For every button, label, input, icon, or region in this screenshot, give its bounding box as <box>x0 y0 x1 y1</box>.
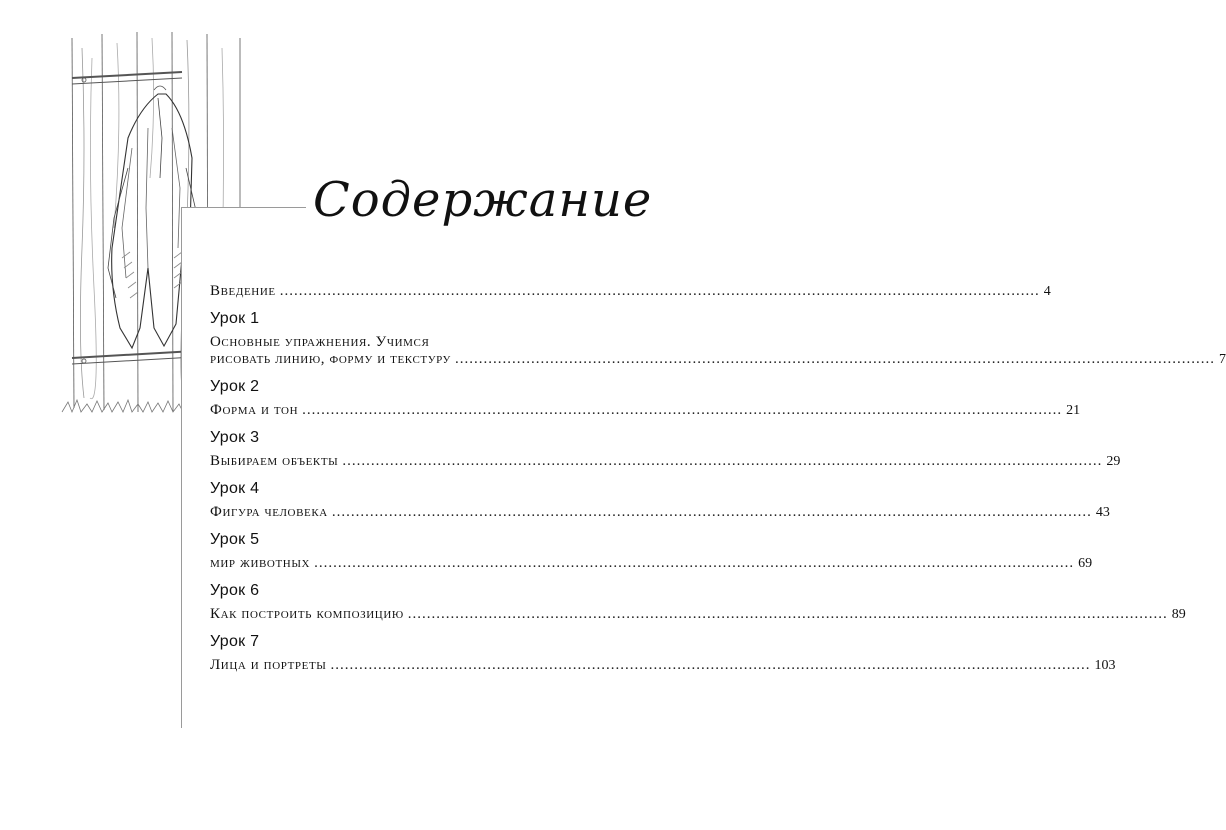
toc-entry-lesson-5[interactable] <box>210 555 1093 572</box>
toc-entry-label: Введение <box>210 283 276 299</box>
lesson-heading-1: Урок 1 <box>210 310 260 327</box>
toc-entry-lesson-6[interactable] <box>210 606 1186 623</box>
dot-leader <box>455 351 1215 368</box>
toc-page-number: 29 <box>1106 454 1121 469</box>
toc-entry-label: Форма и тон <box>210 402 299 418</box>
table-of-contents <box>210 283 1226 674</box>
dot-leader <box>408 606 1168 623</box>
toc-entry-intro[interactable] <box>210 283 1051 300</box>
toc-entry-label: Выбираем объекты <box>210 453 339 469</box>
toc-entry-label: Как построить композицию <box>210 606 404 622</box>
toc-entry-lesson-3[interactable] <box>210 453 1121 470</box>
dot-leader <box>332 504 1092 521</box>
toc-page-number: 7 <box>1218 352 1226 367</box>
lesson-heading-3: Урок 3 <box>210 429 260 446</box>
toc-entry-label: Фигура человека <box>210 504 328 520</box>
lesson-heading-7: Урок 7 <box>210 633 260 650</box>
page-title-text: Содержание <box>313 172 653 228</box>
toc-page-number: 43 <box>1095 505 1110 520</box>
toc-entry-label-line1: Основные упражнения. Учимся <box>210 334 430 350</box>
dot-leader <box>342 453 1102 470</box>
toc-entry-lesson-7[interactable] <box>210 657 1116 674</box>
toc-entry-lesson-2[interactable] <box>210 402 1081 419</box>
lesson-heading-2: Урок 2 <box>210 378 260 395</box>
lesson-heading-4: Урок 4 <box>210 480 260 497</box>
lesson-heading-6: Урок 6 <box>210 582 260 599</box>
toc-entry-label: мир животных <box>210 555 311 571</box>
toc-page-number: 89 <box>1171 607 1186 622</box>
toc-page-number: 21 <box>1066 403 1081 418</box>
lesson-heading-5: Урок 5 <box>210 531 260 548</box>
toc-page-number: 103 <box>1094 658 1116 673</box>
dot-leader <box>314 555 1074 572</box>
toc-entry-lesson-4[interactable] <box>210 504 1110 521</box>
toc-page-number: 4 <box>1043 284 1051 299</box>
toc-entry-label: рисовать линию, форму и текстуру <box>210 351 451 367</box>
toc-entry-label: Лица и портреты <box>210 657 327 673</box>
page-title <box>305 160 653 240</box>
dot-leader <box>302 402 1062 419</box>
toc-page-number: 69 <box>1078 556 1093 571</box>
dot-leader <box>330 657 1090 674</box>
dot-leader <box>280 283 1040 300</box>
toc-entry-lesson-1[interactable] <box>210 351 1226 368</box>
